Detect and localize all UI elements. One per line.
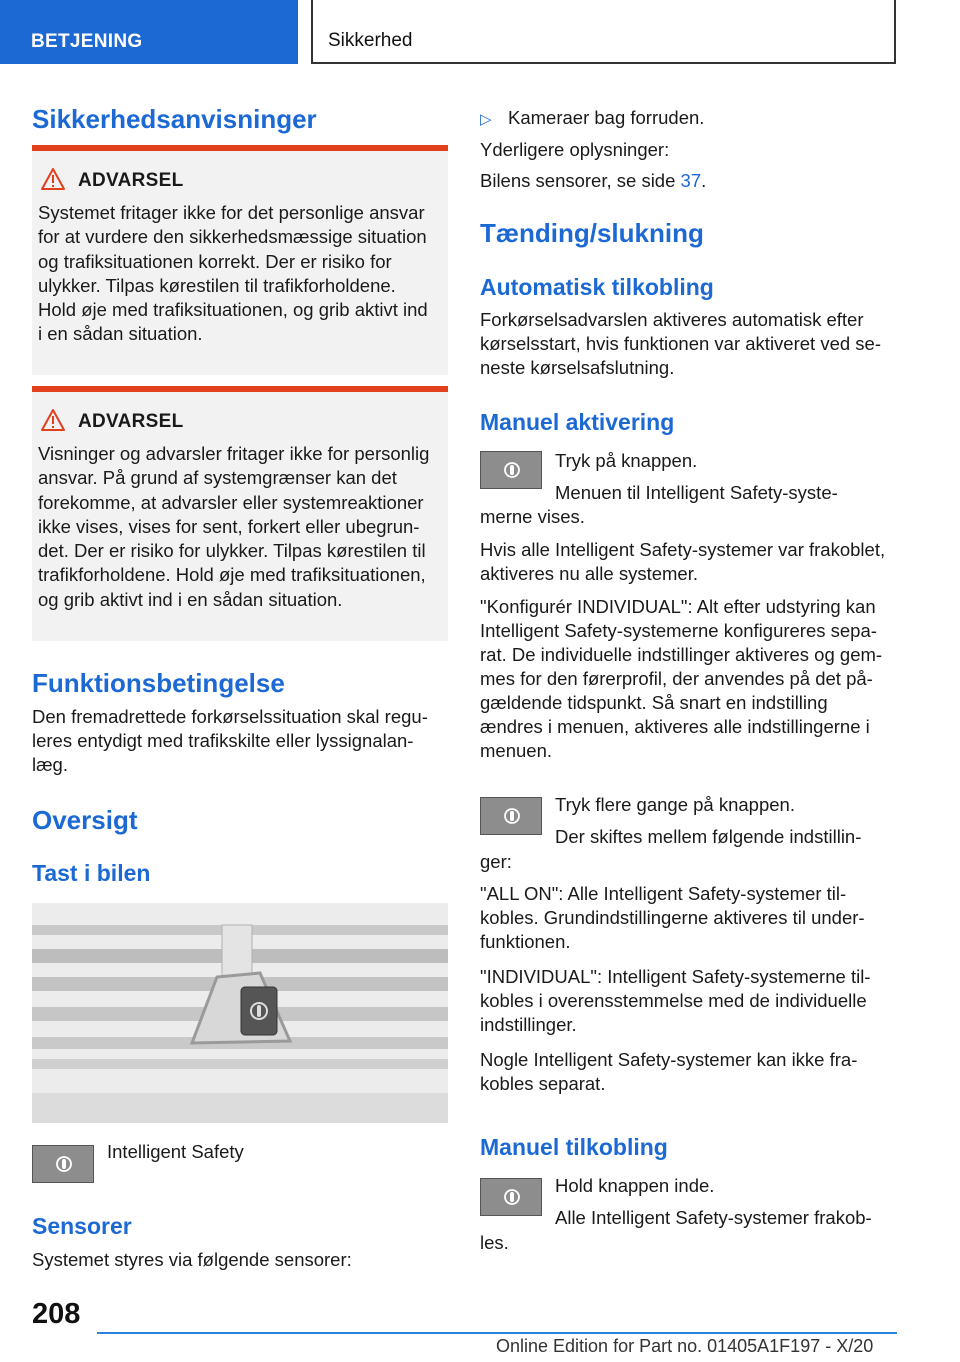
text-line: "INDIVIDUAL": Intelligent Safety-systemerne til- (480, 966, 871, 987)
step-menu-shown: Menuen til Intelligent Safety-syste- (555, 482, 838, 503)
text-line: aktiveres nu alle systemer. (480, 563, 698, 584)
text-line: Hvis alle Intelligent Safety-systemer var frakoblet, (480, 539, 886, 560)
text-line: "Konfigurér INDIVIDUAL": Alt efter udstyring kan (480, 596, 876, 617)
text-line: læg. (32, 754, 68, 775)
intelligent-safety-button-icon (32, 1145, 94, 1183)
warning-box-2 (32, 386, 448, 641)
warning-box-1 (32, 145, 448, 375)
text-line: rat. De individuelle indstillinger aktiveres og gem- (480, 644, 883, 665)
heading-automatisk-tilkobling: Automatisk tilkobling (480, 274, 714, 300)
text-line: ansvar. På grund af systemgrænser kan det (38, 467, 397, 489)
more-info-label: Yderligere oplysninger: (480, 139, 670, 160)
section-title-sikkerhedsanvisninger: Sikkerhedsanvisninger (32, 104, 317, 134)
text-line: gældende tidspunkt. Så snart en indstilling (480, 692, 828, 713)
step-menu-shown-cont: merne vises. (480, 506, 585, 527)
bullet-triangle-icon: ▷ (480, 111, 492, 128)
heading-funktionsbetingelse: Funktionsbetingelse (32, 668, 285, 698)
paragraph-some-systems (480, 1048, 910, 1096)
paragraph-all-on (480, 882, 910, 954)
section-label: BETJENING (31, 31, 143, 52)
safety-symbol-icon (503, 807, 521, 825)
heading-manuel-tilkobling: Manuel tilkobling (480, 1134, 668, 1160)
page-number: 208 (32, 1298, 81, 1330)
text-line: menuen. (480, 740, 552, 761)
bullet-item (480, 106, 704, 132)
text-line: Intelligent Safety-systemerne konfigureres sepa- (480, 620, 877, 641)
text-line: Hold øje med trafiksituationen, og grib aktivt ind (38, 299, 428, 321)
text-line: indstillinger. (480, 1014, 577, 1035)
step-press-button: Tryk på knappen. (555, 450, 698, 471)
text-line: leres entydigt med trafikskilte eller lyssignalan- (32, 730, 414, 751)
text-line: Nogle Intelligent Safety-systemer kan ikke fra- (480, 1049, 858, 1070)
paragraph-all-systems (480, 538, 910, 586)
heading-manuel-aktivering: Manuel aktivering (480, 409, 675, 435)
grille-illustration (32, 903, 448, 1123)
step-toggle-settings-cont: ger: (480, 851, 512, 872)
step-systems-off-cont: les. (480, 1232, 509, 1253)
paragraph-auto (480, 308, 910, 380)
safety-symbol-icon (503, 461, 521, 479)
text-line: forekomme, at advarsler eller systemreaktioner (38, 491, 424, 513)
heading-tast-i-bilen: Tast i bilen (32, 860, 151, 886)
ref-suffix: . (701, 170, 707, 191)
text-line: kobles i overensstemmelse med de individuelle (480, 990, 867, 1011)
step-press-repeatedly: Tryk flere gange på knappen. (555, 794, 795, 815)
page-link[interactable]: 37 (680, 170, 702, 191)
step-toggle-settings: Der skiftes mellem følgende indstillin- (555, 826, 862, 847)
heading-oversigt: Oversigt (32, 805, 138, 835)
paragraph-konfigurer (480, 595, 910, 763)
text-line: Den fremadrettede forkørselssituation skal regu- (32, 706, 428, 727)
text-line: ændres i menuen, aktiveres alle indstillingerne i (480, 716, 870, 737)
text-line: og trafiksituationen korrekt. Der er risiko for (38, 250, 392, 272)
step-hold-button: Hold knappen inde. (555, 1175, 715, 1196)
warning-text (38, 442, 440, 612)
text-line: kobles. Grundindstillingerne aktiveres til under- (480, 907, 865, 928)
section-tab (0, 0, 298, 64)
edition-info: Online Edition for Part no. 01405A1F197 - X/20 (496, 1336, 874, 1356)
text-line: trafikforholdene. Hold øje med trafiksituationen, (38, 564, 426, 586)
text-line: ikke vises, vises for sent, forkert eller ubegrun- (38, 515, 420, 537)
warning-triangle-icon (40, 408, 66, 432)
text-line: for at vurdere den sikkerhedsmæssige situation (38, 226, 427, 248)
text-line: Visninger og advarsler fritager ikke for personlig (38, 443, 430, 464)
warning-label: ADVARSEL (78, 170, 184, 191)
text-line: funktionen. (480, 931, 571, 952)
intelligent-safety-button-icon (480, 797, 542, 835)
text-line: Systemet fritager ikke for det personlige ansvar (38, 202, 425, 223)
text-line: neste kørselsafslutning. (480, 357, 675, 378)
sensors-reference (480, 169, 706, 193)
bullet-text: Kameraer bag forruden. (508, 107, 705, 128)
heading-sensorer: Sensorer (32, 1213, 132, 1239)
warning-triangle-icon (40, 167, 66, 191)
safety-symbol-icon (503, 1188, 521, 1206)
text-line: kørselsstart, hvis funktionen var aktiveret ved se- (480, 333, 881, 354)
paragraph-funktion (32, 705, 452, 777)
text-line: Forkørselsadvarslen aktiveres automatisk efter (480, 309, 864, 330)
text-line: ulykker. Tilpas kørestilen til trafikforholdene. (38, 274, 396, 296)
footer-divider (97, 1332, 897, 1334)
chapter-tab (311, 0, 896, 64)
paragraph-individual (480, 965, 910, 1037)
text-line: kobles separat. (480, 1073, 606, 1094)
heading-tending-slukning: Tænding/slukning (480, 218, 704, 248)
text-line: "ALL ON": Alle Intelligent Safety-systemer til- (480, 883, 847, 904)
car-grille-photo (32, 903, 448, 1123)
sensorer-text: Systemet styres via følgende sensorer: (32, 1249, 352, 1270)
warning-text (38, 201, 440, 347)
safety-symbol-icon (55, 1155, 73, 1173)
button-caption: Intelligent Safety (107, 1141, 244, 1162)
text-line: mes for den førerprofil, der anvendes på det på- (480, 668, 873, 689)
ref-text: Bilens sensorer, se side (480, 170, 681, 191)
step-systems-off: Alle Intelligent Safety-systemer frakob- (555, 1207, 872, 1228)
intelligent-safety-button-icon (480, 451, 542, 489)
warning-label: ADVARSEL (78, 411, 184, 432)
intelligent-safety-button-icon (480, 1178, 542, 1216)
text-line: i en sådan situation. (38, 323, 203, 345)
text-line: og grib aktivt ind i en sådan situation. (38, 588, 343, 610)
chapter-label: Sikkerhed (328, 30, 413, 51)
text-line: det. Der er risiko for ulykker. Tilpas kørestilen til (38, 540, 426, 562)
